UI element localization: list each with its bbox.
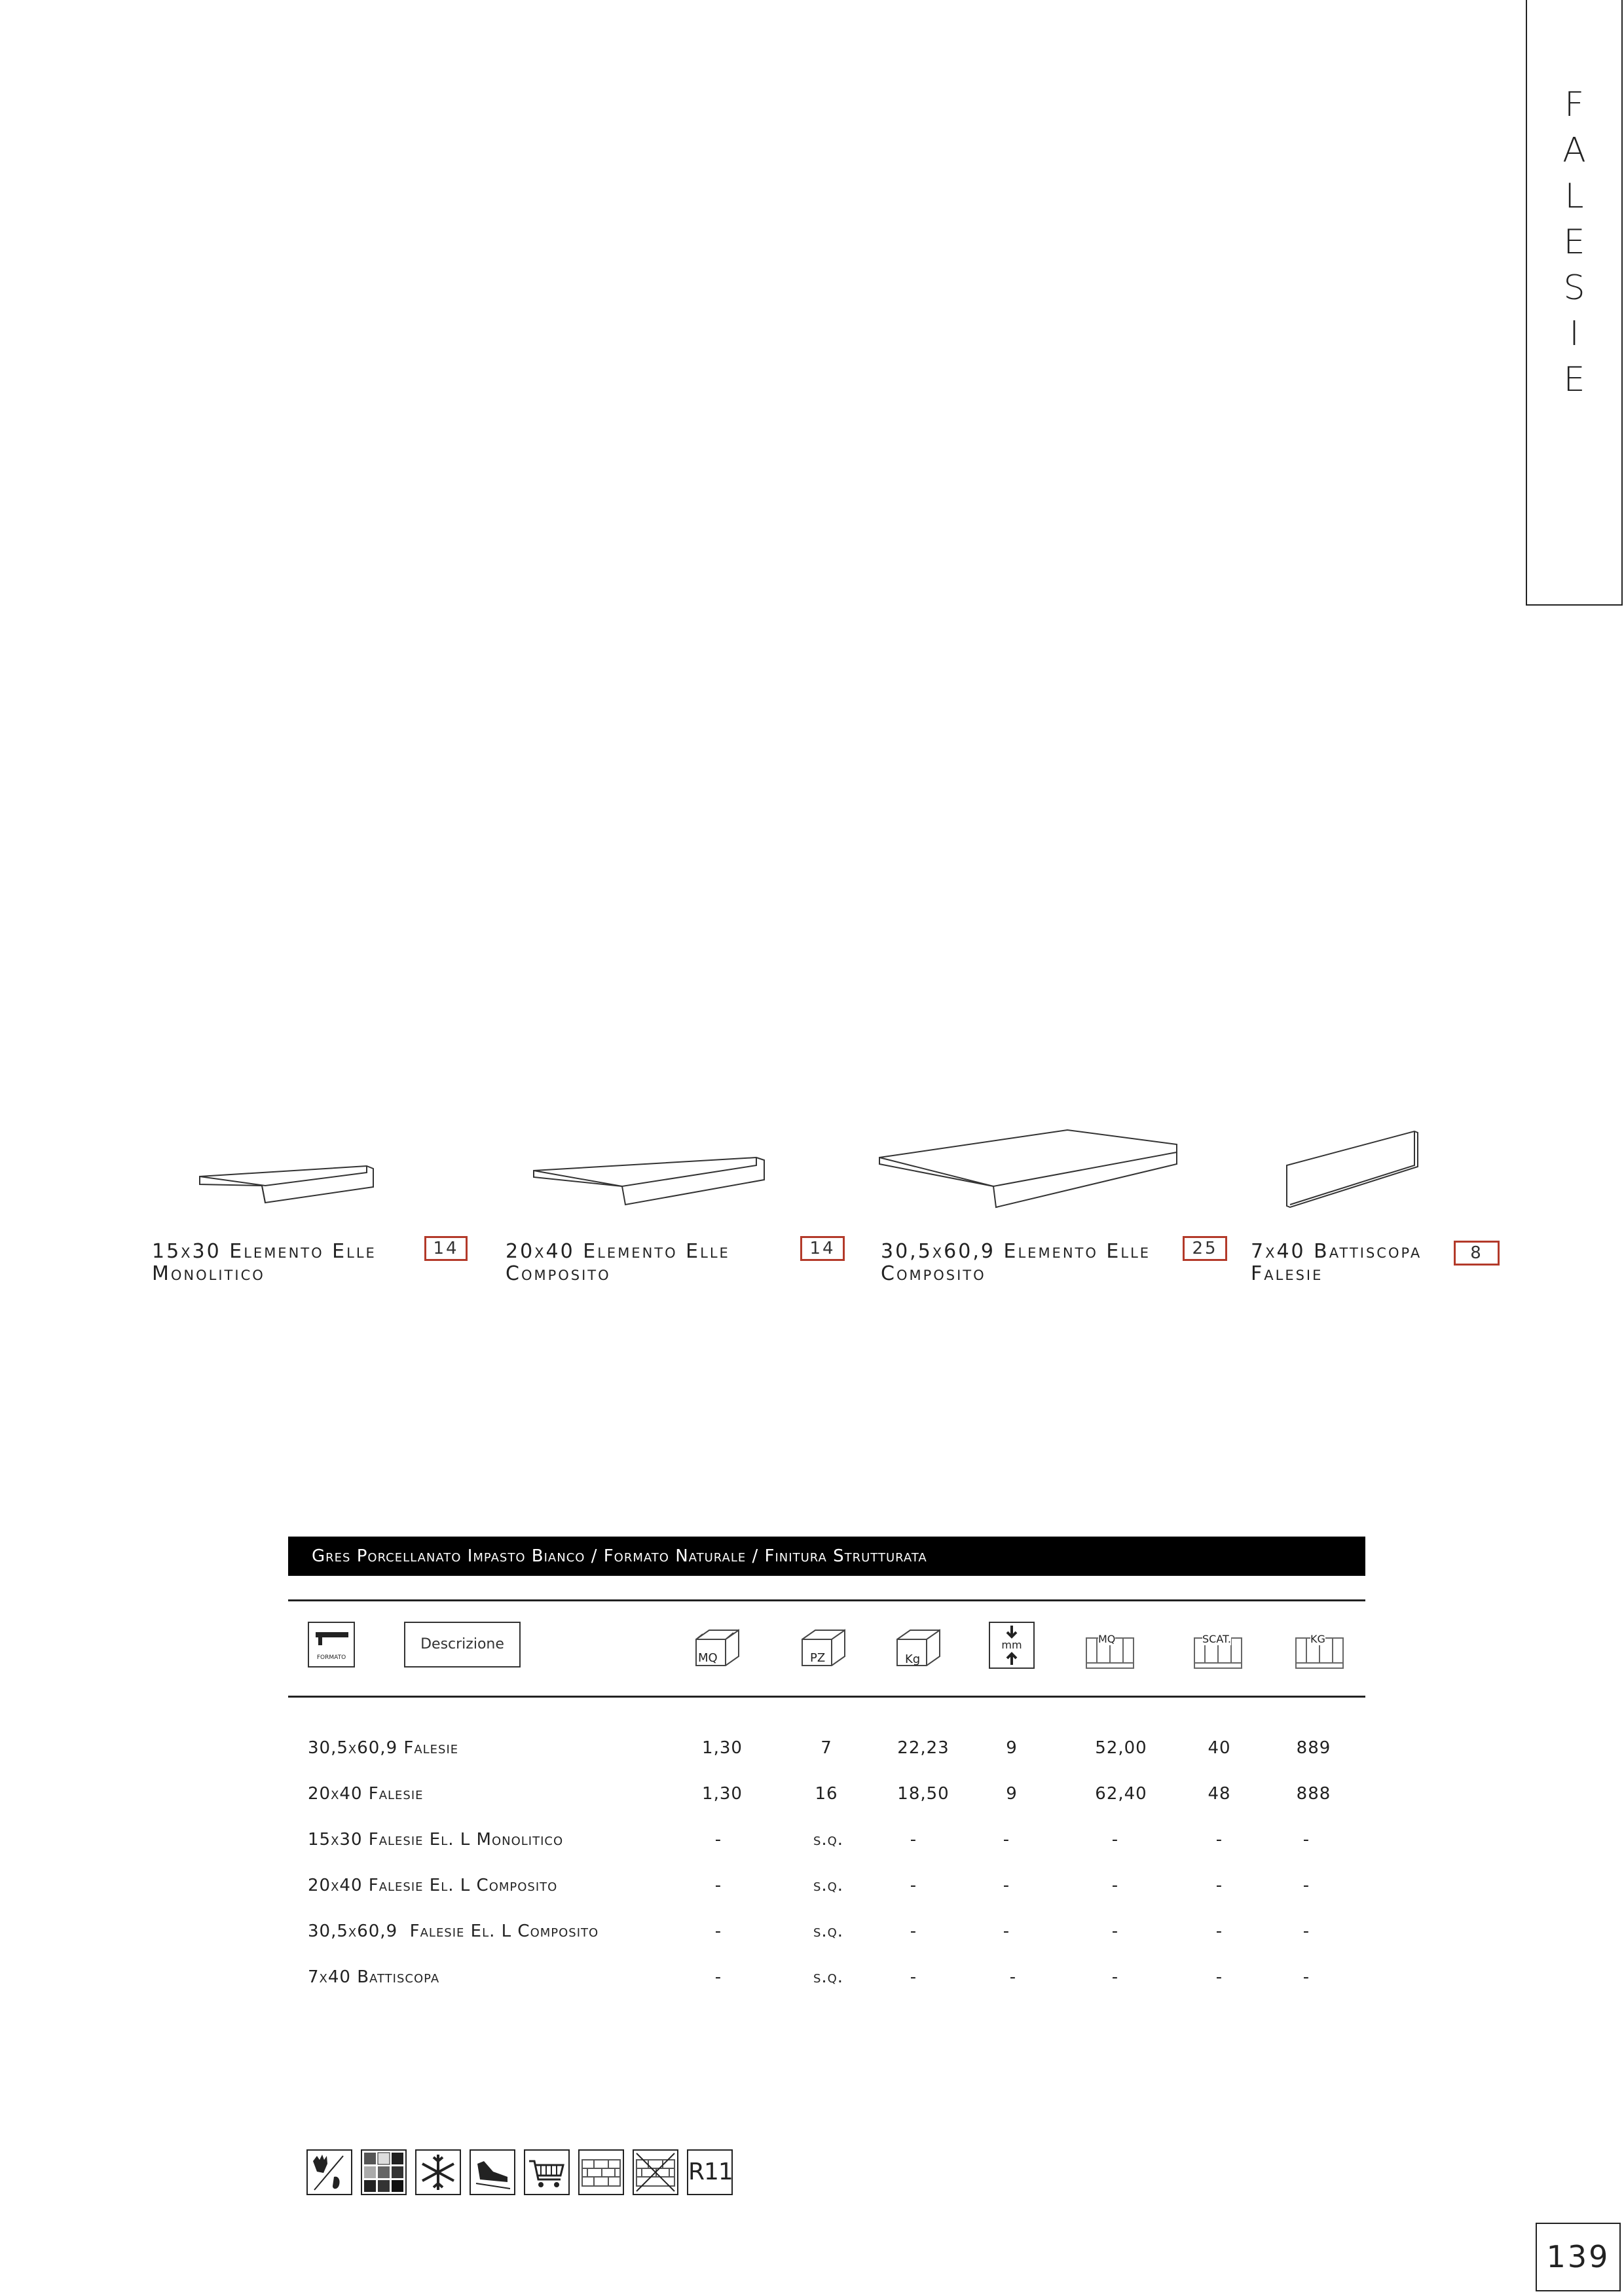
r11-label: R11 (688, 2159, 733, 2185)
row-mq: - (714, 1967, 722, 1987)
row-pallet-kg: 888 (1296, 1784, 1331, 1804)
row-pallet-scat: - (1215, 1922, 1223, 1941)
row-desc: 15x30 Falesie El. L Monolitico (308, 1830, 564, 1850)
row-desc: 7x40 Battiscopa (308, 1967, 440, 1987)
row-pallet-kg: 889 (1296, 1738, 1331, 1758)
shopping-cart-icon (524, 2149, 570, 2195)
product-label (152, 1241, 377, 1285)
row-kg: - (910, 1922, 917, 1941)
product-label-line: 15x30 Elemento Elle (152, 1240, 377, 1263)
row-mq: 1,30 (702, 1784, 743, 1804)
row-desc: 20x40 Falesie (308, 1784, 424, 1804)
row-pz: s.q. (813, 1876, 844, 1895)
side-tab (1526, 0, 1623, 606)
row-mq: - (714, 1922, 722, 1941)
product-label-line: 7x40 Battiscopa (1251, 1240, 1422, 1263)
box-mq-label: MQ (698, 1651, 718, 1665)
crossed-wall-icon (633, 2149, 678, 2195)
row-pz: 16 (815, 1784, 838, 1804)
product-label-line: Composito (506, 1262, 611, 1285)
product-label-line: 20x40 Elemento Elle (506, 1240, 730, 1263)
step-profile-large-icon (874, 1126, 1189, 1211)
side-letter: E (1563, 223, 1585, 262)
footwear-traffic-icon (470, 2149, 515, 2195)
row-pz: s.q. (813, 1922, 844, 1941)
side-letter: S (1563, 268, 1585, 308)
hand-foot-slip-icon (306, 2149, 352, 2195)
pallet-scat-icon (1192, 1631, 1244, 1671)
row-mq: - (714, 1876, 722, 1895)
pallet-kg-label: KG (1310, 1633, 1325, 1645)
product-label (1251, 1241, 1422, 1285)
product-label-line: Composito (881, 1262, 986, 1285)
row-desc: 20x40 Falesie El. L Composito (308, 1876, 558, 1895)
pallet-mq-label: MQ (1098, 1633, 1116, 1645)
row-mm: 9 (1006, 1784, 1018, 1804)
page-number: 139 (1536, 2223, 1621, 2291)
row-mm: - (1009, 1967, 1017, 1987)
box-mq-icon (693, 1625, 745, 1671)
table-rule-top (288, 1599, 1365, 1601)
row-kg: 22,23 (897, 1738, 950, 1758)
row-kg: - (910, 1876, 917, 1895)
row-desc: 30,5x60,9 Falesie El. L Composito (308, 1922, 599, 1941)
row-pz: s.q. (813, 1830, 844, 1850)
side-letter: F (1564, 85, 1584, 124)
row-pallet-mq: - (1111, 1830, 1119, 1850)
row-kg: - (910, 1967, 917, 1987)
formato-label: FORMATO (316, 1654, 346, 1661)
row-pallet-mq: - (1111, 1876, 1119, 1895)
product-badge: 14 (424, 1236, 468, 1261)
table-rule-bottom (288, 1696, 1365, 1698)
box-kg-label: Kg (905, 1652, 921, 1666)
pallet-kg-icon (1293, 1631, 1346, 1671)
row-pallet-scat: - (1215, 1876, 1223, 1895)
table-title-bar: Gres Porcellanato Impasto Bianco / Formato Naturale / Finitura Strutturata (288, 1537, 1365, 1576)
row-mm: - (1003, 1876, 1010, 1895)
row-pallet-scat: - (1215, 1830, 1223, 1850)
product-label-line: 30,5x60,9 Elemento Elle (881, 1240, 1151, 1263)
side-letter: A (1562, 131, 1586, 170)
row-pallet-kg: - (1302, 1922, 1310, 1941)
product-badge: 14 (800, 1236, 845, 1261)
product-label-line: Monolitico (152, 1262, 265, 1285)
skirting-board-icon (1280, 1126, 1424, 1211)
row-pallet-kg: - (1302, 1967, 1310, 1987)
product-label (506, 1241, 730, 1285)
product-label (881, 1241, 1151, 1285)
row-pallet-mq: - (1111, 1967, 1119, 1987)
row-mm: - (1003, 1922, 1010, 1941)
row-pz: 7 (821, 1738, 832, 1758)
row-pallet-kg: - (1302, 1876, 1310, 1895)
row-pallet-mq: - (1111, 1922, 1119, 1941)
frost-resistant-icon (415, 2149, 461, 2195)
row-pallet-scat: 40 (1208, 1738, 1231, 1758)
product-badge: 8 (1454, 1241, 1500, 1266)
row-mq: 1,30 (702, 1738, 743, 1758)
box-pz-label: PZ (810, 1651, 826, 1665)
side-letter: L (1564, 177, 1584, 216)
row-mm: 9 (1006, 1738, 1018, 1758)
row-mq: - (714, 1830, 722, 1850)
pallet-mq-icon (1084, 1631, 1136, 1671)
side-letter: E (1563, 360, 1585, 399)
step-profile-small-icon (193, 1156, 383, 1208)
row-pallet-kg: - (1302, 1830, 1310, 1850)
descrizione-header: Descrizione (404, 1622, 521, 1667)
row-pallet-mq: 52,00 (1095, 1738, 1147, 1758)
pallet-scat-label: SCAT. (1202, 1633, 1231, 1645)
product-label-line: Falesie (1251, 1262, 1323, 1285)
row-pz: s.q. (813, 1967, 844, 1987)
row-kg: 18,50 (897, 1784, 950, 1804)
side-tab-letters (1527, 82, 1621, 403)
thickness-mm-label: mm (1001, 1639, 1022, 1651)
product-badge: 25 (1183, 1236, 1227, 1261)
step-profile-medium-icon (527, 1146, 769, 1211)
row-pallet-scat: - (1215, 1967, 1223, 1987)
formato-icon (308, 1622, 355, 1667)
row-desc: 30,5x60,9 Falesie (308, 1738, 459, 1758)
thickness-mm-icon (989, 1622, 1035, 1669)
box-pz-icon (799, 1625, 851, 1671)
color-variation-icon (361, 2149, 407, 2195)
side-letter: I (1569, 314, 1579, 354)
r11-rating-icon (687, 2149, 733, 2195)
row-pallet-mq: 62,40 (1095, 1784, 1147, 1804)
row-kg: - (910, 1830, 917, 1850)
box-kg-icon (894, 1625, 946, 1671)
row-pallet-scat: 48 (1208, 1784, 1231, 1804)
brick-wall-icon (578, 2149, 624, 2195)
row-mm: - (1003, 1830, 1010, 1850)
